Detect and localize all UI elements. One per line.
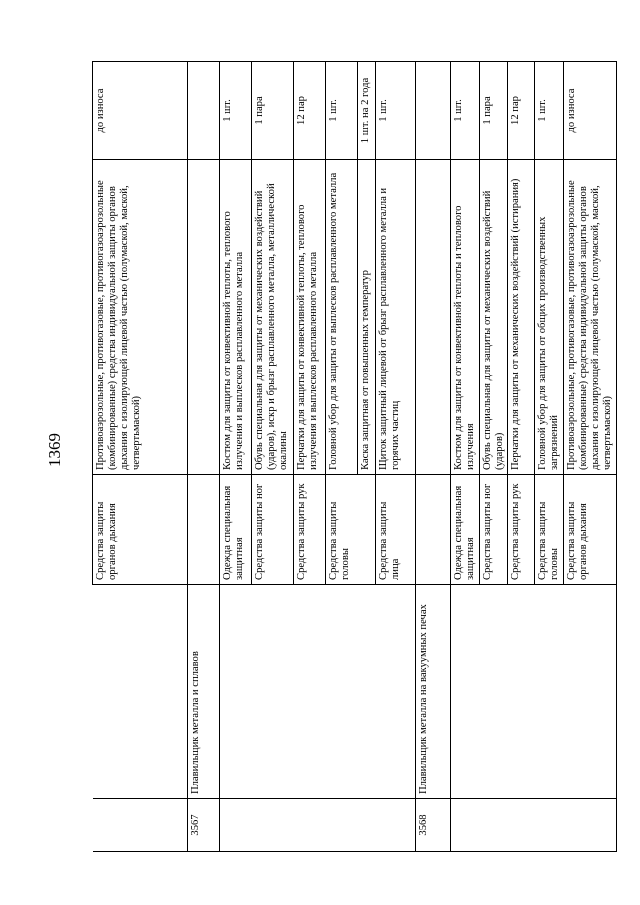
table-row bbox=[451, 62, 480, 852]
ppe-norms-table bbox=[92, 61, 617, 852]
category-cell: Средства защиты ног bbox=[479, 475, 508, 585]
item-cell: Обувь специальная для защиты от механических воздействий (ударов), искр и брызг расплавленного металла, металлической окалины bbox=[252, 160, 294, 475]
category-cell: Средства защиты головы bbox=[535, 475, 564, 585]
row-number-cell bbox=[358, 799, 376, 852]
norm-cell: 1 шт. bbox=[535, 62, 564, 160]
norm-cell: 1 шт. bbox=[220, 62, 252, 160]
item-cell: Противоаэрозольные, противогазовые, противогазоаэрозольные (комбинированные) средства индивидуальной защиты органов дыхания с изолирующей лицевой частью (полумаской, маской, четвертьмаской) bbox=[564, 160, 616, 475]
category-cell: Средства защиты рук bbox=[508, 475, 535, 585]
row-number-cell bbox=[535, 799, 564, 852]
item-cell bbox=[188, 160, 220, 475]
profession-cell bbox=[93, 585, 188, 799]
category-cell: Одежда специальная защитная bbox=[220, 475, 252, 585]
profession-cell bbox=[294, 585, 326, 799]
item-cell: Костюм для защиты от конвективной теплоты, теплового излучения и выплесков расплавленного металла bbox=[220, 160, 252, 475]
category-cell bbox=[188, 475, 220, 585]
table-row bbox=[326, 62, 358, 852]
table-row bbox=[535, 62, 564, 852]
table-row bbox=[416, 62, 451, 852]
norm-cell: 1 пара bbox=[252, 62, 294, 160]
profession-cell bbox=[220, 585, 252, 799]
row-number-cell bbox=[479, 799, 508, 852]
category-cell: Средства защиты рук bbox=[294, 475, 326, 585]
row-number-cell bbox=[508, 799, 535, 852]
category-cell bbox=[416, 475, 451, 585]
profession-cell bbox=[479, 585, 508, 799]
item-cell bbox=[416, 160, 451, 475]
profession-cell bbox=[451, 585, 480, 799]
table-row bbox=[479, 62, 508, 852]
norm-cell: 1 шт. bbox=[451, 62, 480, 160]
category-cell: Средства защиты ног bbox=[252, 475, 294, 585]
row-number-cell bbox=[451, 799, 480, 852]
item-cell: Каска защитная от повышенных температур bbox=[358, 160, 376, 475]
item-cell: Перчатки для защиты от конвективной теплоты, теплового излучения и выплесков расплавленного металла bbox=[294, 160, 326, 475]
row-number-cell bbox=[326, 799, 358, 852]
category-cell: Средства защиты органов дыхания bbox=[564, 475, 616, 585]
norm-cell: 1 шт. на 2 года bbox=[358, 62, 376, 160]
profession-cell bbox=[358, 585, 376, 799]
norm-cell: 12 пар bbox=[508, 62, 535, 160]
category-cell: Средства защиты головы bbox=[326, 475, 358, 585]
norm-cell: 1 шт. bbox=[326, 62, 358, 160]
norm-cell: 1 шт. bbox=[376, 62, 416, 160]
row-number-cell bbox=[93, 799, 188, 852]
table-row bbox=[93, 62, 188, 852]
category-cell: Средства защиты органов дыхания bbox=[93, 475, 188, 585]
table-row bbox=[508, 62, 535, 852]
profession-cell bbox=[326, 585, 358, 799]
norm-cell bbox=[188, 62, 220, 160]
item-cell: Головной убор для защиты от выплесков расплавленного металла bbox=[326, 160, 358, 475]
norm-cell bbox=[416, 62, 451, 160]
table-row bbox=[220, 62, 252, 852]
row-number-cell bbox=[376, 799, 416, 852]
row-number-cell bbox=[252, 799, 294, 852]
norm-cell: до износа bbox=[93, 62, 188, 160]
table-row bbox=[188, 62, 220, 852]
item-cell: Костюм для защиты от конвективной теплоты и теплового излучения bbox=[451, 160, 480, 475]
category-cell: Одежда специальная защитная bbox=[451, 475, 480, 585]
page-number: 1369 bbox=[45, 433, 64, 467]
row-number-cell bbox=[220, 799, 252, 852]
table-row bbox=[294, 62, 326, 852]
profession-cell bbox=[564, 585, 616, 799]
table-row bbox=[358, 62, 376, 852]
item-cell: Противоаэрозольные, противогазовые, противогазоаэрозольные (комбинированные) средства индивидуальной защиты органов дыхания с изолирующей лицевой частью (полумаской, маской, четвертьмаской) bbox=[93, 160, 188, 475]
table-row bbox=[252, 62, 294, 852]
item-cell: Обувь специальная для защиты от механических воздействий (ударов) bbox=[479, 160, 508, 475]
row-number-cell bbox=[294, 799, 326, 852]
profession-cell: Плавильщик металла на вакуумных печах bbox=[416, 585, 451, 799]
profession-cell bbox=[376, 585, 416, 799]
norm-cell: до износа bbox=[564, 62, 616, 160]
category-cell bbox=[358, 475, 376, 585]
row-number-cell: 3567 bbox=[188, 799, 220, 852]
table-row bbox=[564, 62, 616, 852]
item-cell: Перчатки для защиты от механических воздействий (истирания) bbox=[508, 160, 535, 475]
profession-cell: Плавильщик металла и сплавов bbox=[188, 585, 220, 799]
rotated-table-wrapper bbox=[92, 62, 613, 852]
profession-cell bbox=[508, 585, 535, 799]
row-number-cell: 3568 bbox=[416, 799, 451, 852]
item-cell: Щиток защитный лицевой от брызг расплавленного металла и горячих частиц bbox=[376, 160, 416, 475]
norm-cell: 12 пар bbox=[294, 62, 326, 160]
item-cell: Головной убор для защиты от общих производственных загрязнений bbox=[535, 160, 564, 475]
norm-cell: 1 пара bbox=[479, 62, 508, 160]
row-number-cell bbox=[564, 799, 616, 852]
profession-cell bbox=[252, 585, 294, 799]
profession-cell bbox=[535, 585, 564, 799]
category-cell: Средства защиты лица bbox=[376, 475, 416, 585]
table-row bbox=[376, 62, 416, 852]
